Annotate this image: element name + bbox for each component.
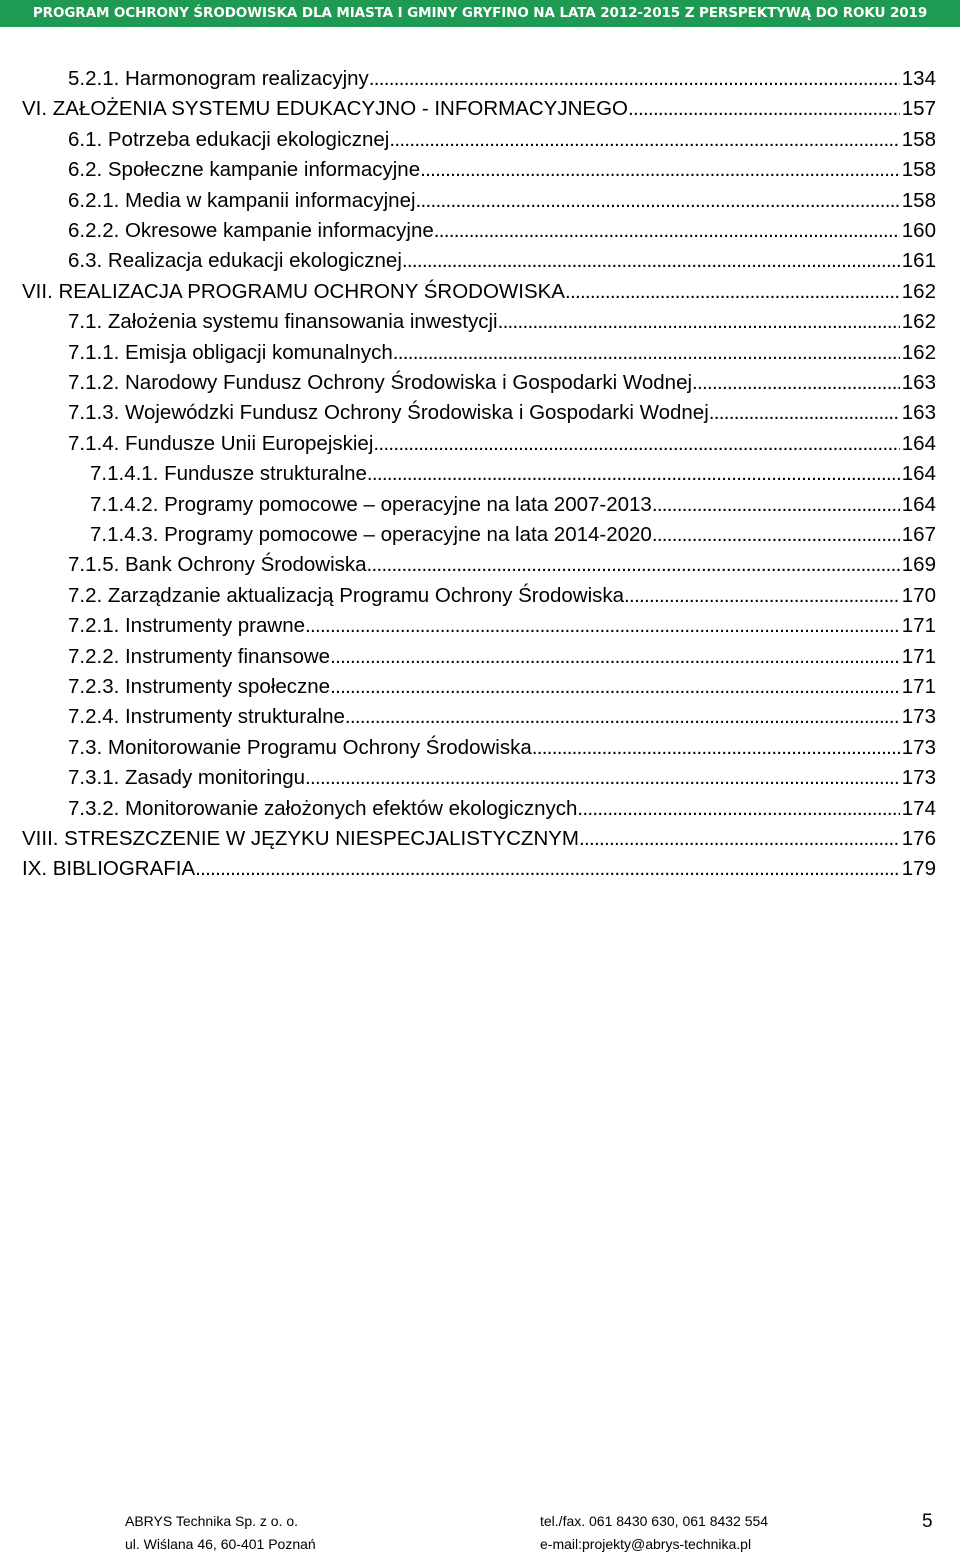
toc-dot-leader <box>305 763 900 793</box>
toc-entry[interactable] <box>68 246 936 276</box>
toc-dot-leader <box>373 429 899 459</box>
footer-company-name: ABRYS Technika Sp. z o. o. <box>125 1513 299 1529</box>
toc-entry-page: 164 <box>901 462 936 486</box>
toc-entry-page: 167 <box>901 523 936 546</box>
toc-entry-page: 163 <box>901 401 936 425</box>
toc-entry[interactable] <box>68 338 936 368</box>
toc-entry-page: 162 <box>901 310 936 334</box>
toc-entry[interactable] <box>68 702 936 732</box>
toc-dot-leader <box>652 490 900 520</box>
toc-entry-label: 7.1.4. Fundusze Unii Europejskiej <box>68 431 374 455</box>
toc-entry-page: 173 <box>901 766 936 790</box>
toc-entry-page: 179 <box>901 857 936 881</box>
toc-entry-page: 134 <box>901 67 936 90</box>
toc-entry-page: 173 <box>901 735 936 759</box>
toc-dot-leader <box>628 94 900 124</box>
toc-entry-label: 7.1.2. Narodowy Fundusz Ochrony Środowiska i Gospodarki Wodnej <box>68 371 693 394</box>
toc-dot-leader <box>402 246 900 276</box>
toc-dot-leader <box>692 368 900 398</box>
toc-entry[interactable] <box>68 307 936 337</box>
toc-entry-label: 7.2.2. Instrumenty finansowe <box>68 644 331 668</box>
footer-company-address: ul. Wiślana 46, 60-401 Poznań <box>125 1536 316 1552</box>
toc-dot-leader <box>709 398 900 428</box>
toc-entry[interactable] <box>68 368 936 398</box>
toc-entry-label: 7.1.1. Emisja obligacji komunalnych <box>68 340 393 364</box>
toc-entry[interactable] <box>68 186 936 216</box>
toc-dot-leader <box>420 155 900 185</box>
toc-entry[interactable] <box>22 854 936 884</box>
toc-dot-leader <box>652 520 900 550</box>
toc-dot-leader <box>624 581 900 611</box>
toc-entry-page: 171 <box>901 675 936 698</box>
toc-dot-leader <box>532 733 900 763</box>
toc-entry-page: 173 <box>901 705 936 729</box>
footer-email[interactable]: e-mail:projekty@abrys-technika.pl <box>540 1536 752 1552</box>
toc-entry[interactable] <box>68 550 936 580</box>
toc-dot-leader <box>577 794 899 824</box>
toc-entry-label: 6.2.1. Media w kampanii informacyjnej <box>68 188 416 212</box>
toc-entry[interactable] <box>68 581 936 611</box>
toc-entry-page: 170 <box>901 583 936 607</box>
toc-entry-label: VI. ZAŁOŻENIA SYSTEMU EDUKACYJNO - INFORMACYJNEGO <box>22 97 628 121</box>
toc-entry-page: 158 <box>901 188 936 212</box>
footer-company <box>125 1510 316 1556</box>
toc-entry[interactable] <box>68 611 936 641</box>
toc-entry-label: 7.2. Zarządzanie aktualizacją Programu Ochrony Środowiska <box>68 583 625 607</box>
toc-entry-page: 162 <box>901 340 936 364</box>
toc-entry[interactable] <box>90 490 936 520</box>
toc-dot-leader <box>579 824 900 854</box>
toc-dot-leader <box>367 550 900 580</box>
toc-entry-page: 162 <box>901 279 936 303</box>
toc-entry[interactable] <box>68 64 936 94</box>
toc-entry-label: 5.2.1. Harmonogram realizacyjny <box>68 67 369 90</box>
toc-entry-label: 7.3.2. Monitorowanie założonych efektów ekologicznych <box>68 796 578 820</box>
toc-dot-leader <box>369 64 900 94</box>
toc-dot-leader <box>330 642 900 672</box>
toc-entry-label: VIII. STRESZCZENIE W JĘZYKU NIESPECJALISTYCZNYM <box>22 827 579 850</box>
toc-entry-page: 161 <box>901 249 936 273</box>
toc-dot-leader <box>345 702 900 732</box>
toc-dot-leader <box>330 672 900 702</box>
toc-entry-label: VII. REALIZACJA PROGRAMU OCHRONY ŚRODOWISKA <box>22 279 565 303</box>
toc-entry[interactable] <box>68 155 936 185</box>
toc-entry-page: 174 <box>901 796 936 820</box>
toc-entry[interactable] <box>68 216 936 246</box>
footer-phone: tel./fax. 061 8430 630, 061 8432 554 <box>540 1513 769 1529</box>
toc-entry[interactable] <box>68 794 936 824</box>
toc-entry-label: 7.2.4. Instrumenty strukturalne <box>68 705 345 729</box>
toc-entry-page: 171 <box>901 614 936 638</box>
toc-entry-label: 6.2. Społeczne kampanie informacyjne <box>68 158 421 182</box>
toc-entry[interactable] <box>68 429 936 459</box>
toc-entry-page: 158 <box>901 158 936 182</box>
toc-entry-label: 7.2.3. Instrumenty społeczne <box>68 675 331 698</box>
toc-entry-label: 7.1.3. Wojewódzki Fundusz Ochrony Środowiska i Gospodarki Wodnej <box>68 401 709 425</box>
toc-entry-label: 6.2.2. Okresowe kampanie informacyjne <box>68 219 434 242</box>
toc-dot-leader <box>389 125 899 155</box>
toc-entry-page: 176 <box>901 827 936 850</box>
toc-entry-label: 6.3. Realizacja edukacji ekologicznej <box>68 249 402 273</box>
toc-entry[interactable] <box>68 763 936 793</box>
toc-entry-label: 7.3.1. Zasady monitoringu <box>68 766 306 790</box>
toc-entry-label: 7.3. Monitorowanie Programu Ochrony Środowiska <box>68 735 532 759</box>
toc-entry[interactable] <box>68 672 936 702</box>
toc-dot-leader <box>195 854 900 884</box>
toc-dot-leader <box>498 307 900 337</box>
toc-entry-page: 164 <box>901 492 936 516</box>
toc-entry-label: 7.2.1. Instrumenty prawne <box>68 614 306 638</box>
toc-entry[interactable] <box>90 520 936 550</box>
toc-entry-label: 7.1.4.3. Programy pomocowe – operacyjne na lata 2014-2020 <box>90 523 652 546</box>
toc-entry-page: 164 <box>901 431 936 455</box>
toc-entry[interactable] <box>22 277 936 307</box>
toc-entry-page: 171 <box>901 644 936 668</box>
toc-entry-label: 7.1. Założenia systemu finansowania inwestycji <box>68 310 498 334</box>
toc-entry[interactable] <box>68 125 936 155</box>
toc-entry[interactable] <box>90 459 936 489</box>
page-footer <box>0 1510 960 1556</box>
toc-entry-page: 163 <box>901 371 936 394</box>
toc-dot-leader <box>367 459 900 489</box>
toc-dot-leader <box>393 338 900 368</box>
toc-dot-leader <box>434 216 900 246</box>
toc-entry-page: 158 <box>901 127 936 151</box>
toc-entry[interactable] <box>68 733 936 763</box>
toc-entry-label: 7.1.4.1. Fundusze strukturalne <box>90 462 367 486</box>
toc-entry-label: 7.1.4.2. Programy pomocowe – operacyjne na lata 2007-2013 <box>90 492 652 516</box>
toc-entry[interactable] <box>22 824 936 854</box>
toc-entry-label: IX. BIBLIOGRAFIA <box>22 857 196 881</box>
toc-entry-page: 157 <box>901 97 936 121</box>
toc-entry-page: 169 <box>901 553 936 577</box>
toc-dot-leader <box>565 277 900 307</box>
footer-contact <box>540 1510 768 1556</box>
toc-dot-leader <box>305 611 900 641</box>
toc-entry[interactable] <box>22 94 936 124</box>
toc-entry-label: 6.1. Potrzeba edukacji ekologicznej <box>68 127 390 151</box>
toc-dot-leader <box>416 186 900 216</box>
toc-entry[interactable] <box>68 398 936 428</box>
toc-entry-page: 160 <box>901 219 936 242</box>
toc-entry-label: 7.1.5. Bank Ochrony Środowiska <box>68 553 367 577</box>
page-number: 5 <box>922 1511 933 1532</box>
toc-entry[interactable] <box>68 642 936 672</box>
document-header: PROGRAM OCHRONY ŚRODOWISKA DLA MIASTA I GMINY GRYFINO NA LATA 2012-2015 Z PERSPEKTYWĄ DO ROKU 2019 <box>0 0 960 27</box>
